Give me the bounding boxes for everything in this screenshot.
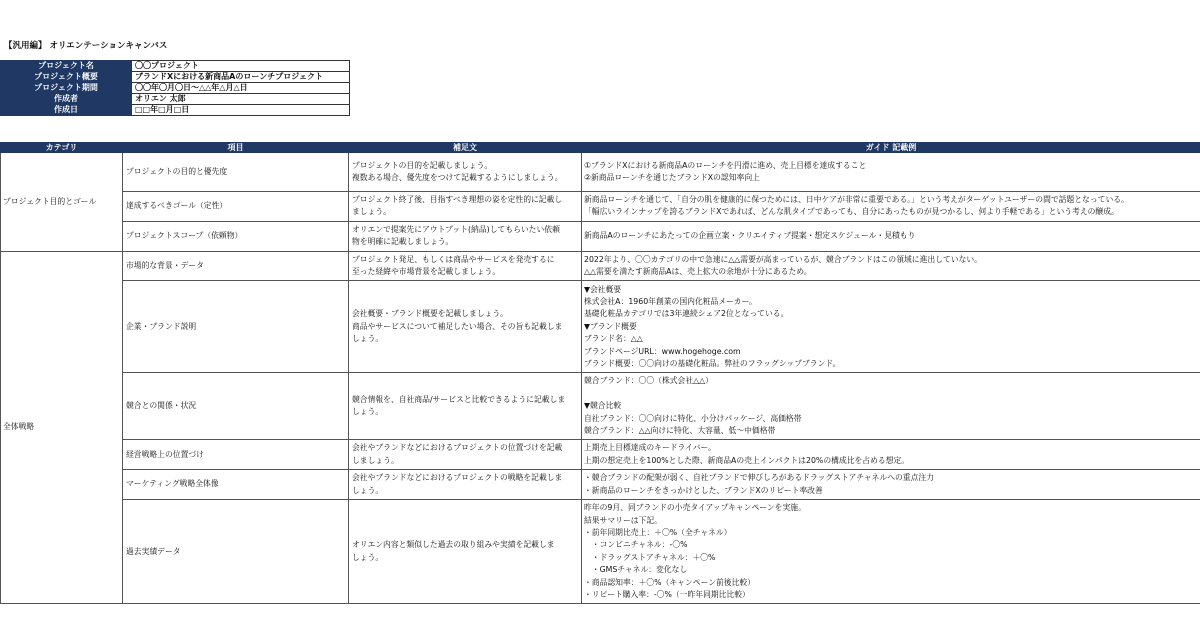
supplement-cell (349, 221, 582, 251)
item-cell: 達成するべきゴール（定性） (123, 192, 349, 222)
info-label: プロジェクト期間 (1, 83, 132, 94)
text-line: しょう。 (352, 334, 384, 344)
info-value-cell[interactable]: オリエン 太郎 (132, 94, 350, 105)
text-line: ・競合ブランドの配架が弱く、自社ブランドで伸びしろがあるドラッグストアチャネルへの重点注力 (584, 473, 934, 483)
guide-cell[interactable] (582, 251, 1200, 281)
text-line: 自社ブランド：〇〇向けに特化、小分けパッケージ、高価格帯 (584, 413, 802, 423)
text-line (584, 388, 1197, 400)
text-line: ・コンビニチャネル：-〇% (584, 540, 688, 550)
header-row (1, 143, 1200, 153)
text-line: オリエン内容と類似した過去の取り組みや実績を記載しま (352, 540, 555, 550)
text-line: ブランド名：△△ (584, 334, 643, 344)
text-line: 物を明確に記載しましょう。 (352, 237, 454, 247)
text-line: 2022年より、〇〇カテゴリの中で急速に△△需要が高まっているが、競合ブランドはこの領域に進出していない。 (584, 254, 982, 264)
info-label: 作成日 (1, 105, 132, 116)
table-row (1, 251, 1200, 281)
text-line: 「幅広いラインナップを誇るブランドXであれば、どんな肌タイプであっても、自分にあったものが見つかるし、何より手軽である」という考えの醸成。 (584, 207, 1119, 217)
text-line: 会社やブランドなどにおけるプロジェクトの位置づけを記載 (352, 443, 563, 453)
info-label: 作成者 (1, 94, 132, 105)
info-row (1, 83, 350, 94)
supplement-cell (349, 251, 582, 281)
table-row (1, 373, 1200, 440)
supplement-cell (349, 500, 582, 604)
text-line: しょう。 (352, 485, 384, 495)
item-cell: 過去実績データ (123, 500, 349, 604)
text-line: 競合情報を、自社商品/サービスと比較できるように記載しま (352, 395, 566, 405)
supplement-cell (349, 373, 582, 440)
item-cell: マーケティング戦略全体像 (123, 470, 349, 500)
guide-cell[interactable] (582, 281, 1200, 373)
text-line: 至った経緯や市場背景を記載しましょう。 (352, 267, 501, 277)
table-row (1, 500, 1200, 604)
text-line: 基礎化粧品カテゴリでは3年連続シェア2位となっている。 (584, 309, 789, 319)
info-value-cell[interactable]: ブランドXにおける新商品Aのローンチプロジェクト (132, 72, 350, 83)
info-row (1, 61, 350, 72)
text-line: ①ブランドXにおける新商品Aのローンチを円滑に進め、売上目標を達成すること (584, 160, 867, 170)
text-line: ましょう。 (352, 207, 391, 217)
text-line: ・新商品のローンチをきっかけとした、ブランドXのリピート率改善 (584, 485, 823, 495)
guide-cell[interactable] (582, 221, 1200, 251)
info-row (1, 105, 350, 116)
text-line: 昨年の9月、同ブランドの小売タイアップキャンペーンを実施。 (584, 503, 806, 513)
text-line: プロジェクト発足、もしくは商品やサービスを発売するに (352, 254, 555, 264)
text-line: 会社概要・ブランド概要を記載しましょう。 (352, 309, 508, 319)
text-line: プロジェクトの目的を記載しましょう。 (352, 160, 493, 170)
text-line: 結果サマリーは下記。 (584, 515, 662, 525)
document-title: 【汎用編】 オリエンテーションキャンバス (4, 41, 168, 51)
category-cell: 全体戦略 (1, 251, 123, 604)
text-line: ブランドページURL：www.hogehoge.com (584, 346, 741, 356)
table-row (1, 192, 1200, 222)
text-line: 複数ある場合、優先度をつけて記載するようにしましょう。 (352, 173, 563, 182)
info-value-cell[interactable]: 〇〇プロジェクト (132, 61, 350, 72)
guide-cell[interactable] (582, 153, 1200, 192)
table-row (1, 221, 1200, 251)
text-line: ②新商品ローンチを通じたブランドXの認知率向上 (584, 173, 760, 182)
text-line: しょう。 (352, 407, 384, 417)
info-row (1, 72, 350, 83)
text-line: ・リピート購入率：-〇%（一昨年同期比比較） (584, 589, 750, 599)
supplement-cell (349, 192, 582, 222)
guide-cell[interactable] (582, 500, 1200, 604)
text-line: 新商品ローンチを通じて、「自分の肌を健康的に保つためには、日中ケアが非常に重要である。」という考えがターゲットユーザーの間で話題となっている。 (584, 195, 1129, 204)
guide-header: ガイド 記載例 (582, 143, 1200, 153)
table-row (1, 440, 1200, 470)
table-row (1, 281, 1200, 373)
table-row (1, 470, 1200, 500)
text-line: ▼会社概要 (584, 284, 622, 294)
text-line: 上期の想定売上を100%とした際、新商品Aの売上インパクトは20%の構成比を占める想定。 (584, 455, 910, 465)
item-cell: 競合との関係・状況 (123, 373, 349, 440)
info-label: プロジェクト概要 (1, 72, 132, 83)
text-line: ▼競合比較 (584, 401, 622, 411)
item-cell: 経営戦略上の位置づけ (123, 440, 349, 470)
item-cell: プロジェクトスコープ（依頼物） (123, 221, 349, 251)
text-line: ブランド概要：〇〇向けの基礎化粧品。弊社のフラッグシップブランド。 (584, 358, 841, 368)
supplement-cell (349, 281, 582, 373)
info-row (1, 94, 350, 105)
text-line: プロジェクト終了後、目指すべき理想の姿を定性的に記載し (352, 195, 563, 204)
info-value-cell[interactable]: □□年□月□日 (132, 105, 350, 116)
guide-cell[interactable] (582, 192, 1200, 222)
text-line: ・商品認知率：＋〇%（キャンペーン前後比較） (584, 577, 755, 587)
category-cell: プロジェクト目的とゴール (1, 153, 123, 252)
supplement-cell (349, 470, 582, 500)
text-line: オリエンで提案先にアウトプット(納品)してもらいたい依頼 (352, 224, 560, 234)
text-line: ・GMSチャネル：変化なし (584, 565, 688, 575)
item-cell: プロジェクトの目的と優先度 (123, 153, 349, 192)
text-line: △△需要を満たす新商品Aは、売上拡大の余地が十分にあるため。 (584, 267, 812, 277)
text-line: 競合ブランド：〇〇（株式会社△△） (584, 376, 713, 386)
text-line: ▼ブランド概要 (584, 321, 637, 331)
supplement-cell (349, 153, 582, 192)
item-header: 項目 (123, 143, 349, 153)
text-line: ・前年同期比売上：＋〇%（全チャネル） (584, 527, 732, 537)
text-line: ・ドラッグストアチャネル：＋〇% (584, 552, 716, 562)
item-cell: 市場的な背景・データ (123, 251, 349, 281)
supplement-header: 補足文 (349, 143, 582, 153)
text-line: 株式会社A：1960年創業の国内化粧品メーカー。 (584, 296, 757, 306)
project-info-table (0, 60, 350, 116)
orientation-canvas-table (0, 142, 1200, 604)
supplement-cell (349, 440, 582, 470)
category-header: カテゴリ (1, 143, 123, 153)
text-line: 上期売上目標達成のキードライバー。 (584, 443, 716, 453)
text-line: 商品やサービスについて補足したい場合、その旨も記載しま (352, 321, 563, 331)
info-value-cell[interactable]: 〇〇年〇月〇日〜△△年△月△日 (132, 83, 350, 94)
text-line: しょう。 (352, 552, 384, 562)
guide-cell[interactable] (582, 373, 1200, 440)
guide-cell[interactable] (582, 470, 1200, 500)
text-line: 競合ブランド：△△向けに特化、大容量、低〜中価格帯 (584, 426, 776, 436)
table-row (1, 153, 1200, 192)
text-line: しましょう。 (352, 455, 399, 465)
guide-cell[interactable] (582, 440, 1200, 470)
info-label: プロジェクト名 (1, 61, 132, 72)
text-line: 会社やブランドなどにおけるプロジェクトの戦略を記載しま (352, 473, 563, 483)
text-line: 新商品Aのローンチにあたっての企画立案・クリエイティブ提案・想定スケジュール・見積もり (584, 231, 916, 241)
item-cell: 企業・ブランド説明 (123, 281, 349, 373)
